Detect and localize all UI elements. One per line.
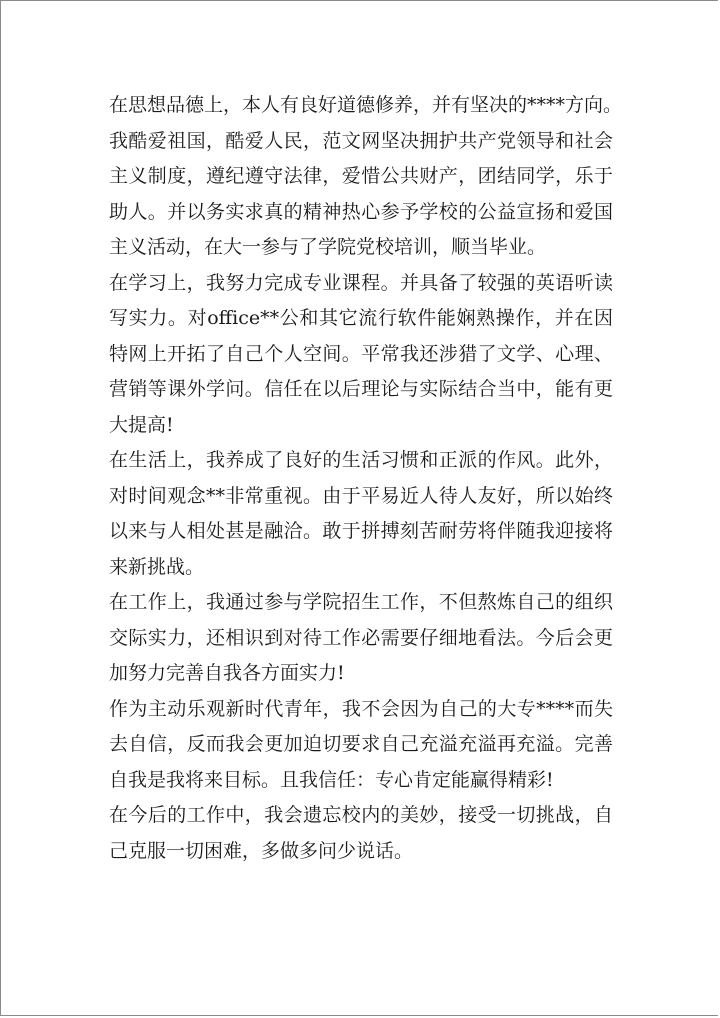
paragraph-work — [109, 585, 613, 692]
paragraph-life — [109, 443, 613, 585]
text-line: 大提高! — [109, 413, 174, 436]
text-line: 加努力完善自我各方面实力! — [109, 662, 345, 684]
text-line: 主义制度，遵纪遵守法律，爱惜公共财产，团结同学，乐于 — [109, 165, 613, 187]
text-line: 助人。并以务实求真的精神热心参予学校的公益宣扬和爱国 — [109, 200, 613, 223]
text-line: 在今后的工作中，我会遗忘校内的美妙，接受一切挑战，自 — [109, 804, 613, 826]
text-line: 去自信，反而我会更加迫切要求自己充溢充溢再充溢。完善 — [109, 733, 613, 755]
text-line: 己克服一切困难，多做多问少说话。 — [109, 839, 414, 862]
document-body — [109, 88, 623, 869]
text-line: 营销等课外学问。信任在以后理论与实际结合当中，能有更 — [109, 378, 613, 400]
paragraph-outlook — [109, 692, 613, 799]
paragraph-study — [109, 266, 613, 444]
paragraph-future — [109, 798, 613, 869]
text-line: 作为主动乐观新时代青年，我不会因为自己的大专****而失 — [109, 697, 613, 720]
text-line: 来新挑战。 — [109, 555, 205, 578]
text-line: 以来与人相处甚是融洽。敢于拼搏刻苦耐劳将伴随我迎接将 — [109, 520, 613, 542]
text-line: 自我是我将来目标。且我信任：专心肯定能赢得精彩! — [109, 768, 554, 791]
text-line: 特网上开拓了自己个人空间。平常我还涉猎了文学、心理、 — [109, 342, 613, 365]
text-line: 写实力。对office**公和其它流行软件能娴熟操作，并在因 — [109, 307, 613, 329]
text-line: 主义活动，在大一参与了学院党校培训，顺当毕业。 — [109, 236, 547, 258]
text-line: 在工作上，我通过参与学院招生工作，不但熬炼自己的组织 — [109, 591, 613, 613]
paragraph-ideology — [109, 88, 623, 266]
text-line: 在思想品德上，本人有良好道德修养，并有坚决的****方向。 — [109, 94, 623, 116]
text-line: 交际实力，还相识到对待工作必需要仔细地看法。今后会更 — [109, 626, 613, 649]
text-line: 在生活上，我养成了良好的生活习惯和正派的作风。此外， — [109, 449, 613, 471]
text-line: 我酷爱祖国，酷爱人民，范文网坚决拥护共产党领导和社会 — [109, 129, 613, 152]
text-line: 对时间观念**非常重视。由于平易近人待人友好，所以始终 — [109, 484, 613, 507]
text-line: 在学习上，我努力完成专业课程。并具备了较强的英语听读 — [109, 271, 613, 294]
